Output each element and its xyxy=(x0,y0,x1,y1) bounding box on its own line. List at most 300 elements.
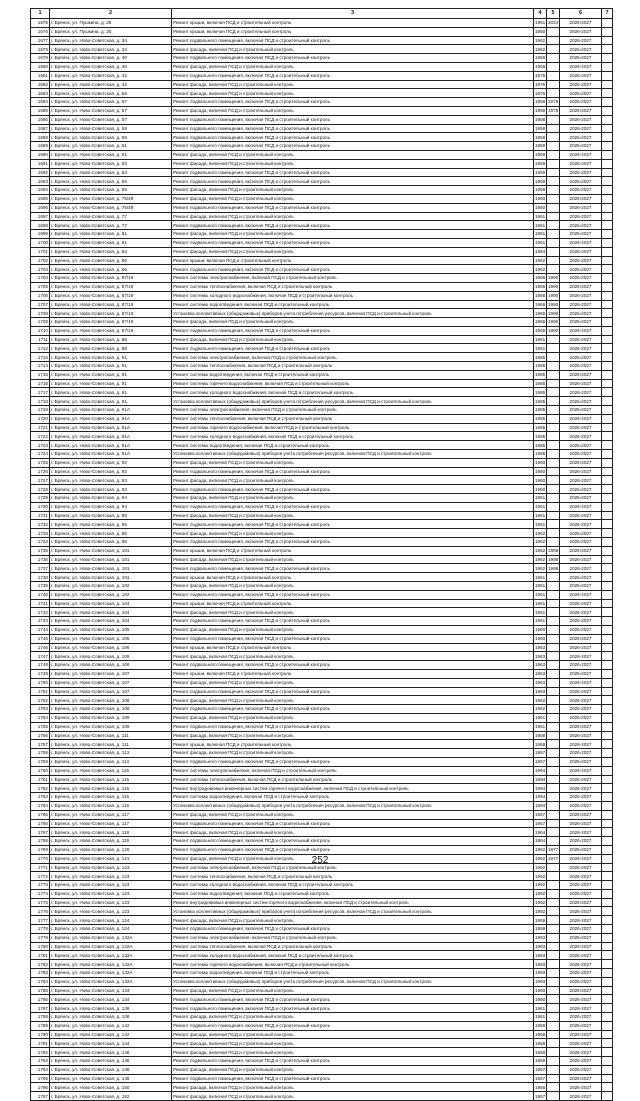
planned-period-cell: 2026-2027 xyxy=(560,757,602,766)
year-built-cell: 1992 xyxy=(535,882,546,888)
year-built-cell: 1960 xyxy=(535,477,546,483)
year-built-cell: 1963 xyxy=(535,671,546,677)
planned-period-cell: 2026-2027 xyxy=(560,142,602,151)
year-reconstructed-cell xyxy=(547,590,560,599)
work-type-cell: Ремонт системы электроснабжения, включая ПСД и строительный контроль xyxy=(172,863,534,872)
year-built-cell: 1951 xyxy=(535,20,546,26)
year-built-cell: 1960 xyxy=(535,196,546,202)
table-row xyxy=(31,749,613,758)
address-cell: г. Брянск, ул. Ново-Советская, д. 113 xyxy=(50,757,172,766)
note-cell xyxy=(602,247,613,256)
planned-period-cell: 2026-2027 xyxy=(560,467,602,476)
table-row xyxy=(31,54,613,63)
year-reconstructed-cell xyxy=(547,801,560,810)
planned-period-cell: 2026-2027 xyxy=(560,573,602,582)
year-built-cell: 1958 xyxy=(535,1023,546,1029)
planned-period-cell: 2026-2027 xyxy=(560,977,602,986)
work-type-cell: Ремонт подвального помещения, включая ПСД и строительный контроль xyxy=(172,36,534,45)
work-type-cell: Ремонт подвального помещения, включая ПСД и строительный контроль xyxy=(172,203,534,212)
table-row xyxy=(31,98,613,107)
year-reconstructed-cell: 1990 xyxy=(548,275,559,281)
note-cell xyxy=(602,80,613,89)
table-row xyxy=(31,617,613,626)
note-cell xyxy=(602,810,613,819)
table-row xyxy=(31,238,613,247)
note-cell xyxy=(602,1074,613,1083)
table-row xyxy=(31,150,613,159)
year-reconstructed-cell: 1998 xyxy=(548,556,559,562)
note-cell xyxy=(602,845,613,854)
planned-period-cell: 2026-2027 xyxy=(560,45,602,54)
row-number: 1749 xyxy=(31,669,50,678)
address-cell: г. Брянск, ул. Ново-Советская, д. 42 xyxy=(50,71,172,80)
planned-period-cell: 2026-2027 xyxy=(560,221,602,230)
table-row xyxy=(31,80,613,89)
note-cell xyxy=(602,775,613,784)
year-reconstructed-cell xyxy=(547,80,560,89)
year-reconstructed-cell xyxy=(547,194,560,203)
year-built-cell: 1964 xyxy=(535,249,546,255)
planned-period-cell: 2026-2027 xyxy=(560,458,602,467)
table-row xyxy=(31,397,613,406)
planned-period-cell: 2026-2027 xyxy=(560,309,602,318)
note-cell xyxy=(602,1039,613,1048)
row-number: 1782 xyxy=(31,960,50,969)
planned-period-cell: 2026-2027 xyxy=(560,168,602,177)
address-cell: г. Брянск, ул. Ново-Советская, д. 96 xyxy=(50,529,172,538)
table-row xyxy=(31,555,613,564)
header-col-6: 6 xyxy=(560,9,602,19)
work-type-cell: Ремонт подвального помещения, включая ПСД и строительный контроль xyxy=(172,617,534,626)
note-cell xyxy=(602,669,613,678)
table-row xyxy=(31,969,613,978)
table-row xyxy=(31,687,613,696)
year-built-cell: 1961 xyxy=(535,1014,546,1020)
year-reconstructed-cell xyxy=(547,1057,560,1066)
note-cell xyxy=(602,942,613,951)
year-reconstructed-cell xyxy=(547,353,560,362)
row-number: 1699 xyxy=(31,230,50,239)
note-cell xyxy=(602,19,613,28)
planned-period-cell: 2026-2027 xyxy=(560,661,602,670)
planned-period-cell: 2026-2027 xyxy=(560,423,602,432)
year-built-cell: 1993 xyxy=(535,935,546,941)
planned-period-cell: 2026-2027 xyxy=(560,889,602,898)
year-reconstructed-cell xyxy=(547,45,560,54)
address-cell: г. Брянск, ул. Ново-Советская, д. 91 xyxy=(50,370,172,379)
year-built-cell: 1966 xyxy=(535,275,546,281)
address-cell: г. Брянск, ул. Ново-Советская, д. 91 xyxy=(50,388,172,397)
table-row xyxy=(31,907,613,916)
row-number: 1686 xyxy=(31,115,50,124)
year-reconstructed-cell xyxy=(547,133,560,142)
year-reconstructed-cell xyxy=(547,617,560,626)
year-built-cell: 1961 xyxy=(535,1005,546,1011)
year-built-cell: 1958 xyxy=(535,99,546,105)
address-cell: г. Брянск, ул. Ново-Советская, д. 117 xyxy=(50,819,172,828)
planned-period-cell: 2026-2027 xyxy=(560,511,602,520)
year-reconstructed-cell xyxy=(547,1083,560,1092)
address-cell: г. Брянск, ул. Ново-Советская, д. 84 xyxy=(50,247,172,256)
table-row xyxy=(31,872,613,881)
year-reconstructed-cell xyxy=(547,713,560,722)
address-cell: г. Брянск, ул. Ново-Советская, д. 65 xyxy=(50,177,172,186)
address-cell: г. Брянск, ул. Ново-Советская, д. 134 xyxy=(50,986,172,995)
year-built-cell: 1960 xyxy=(535,468,546,474)
note-cell xyxy=(602,687,613,696)
planned-period-cell: 2026-2027 xyxy=(560,36,602,45)
row-number: 1684 xyxy=(31,98,50,107)
planned-period-cell: 2026-2027 xyxy=(560,353,602,362)
year-reconstructed-cell xyxy=(547,687,560,696)
year-reconstructed-cell xyxy=(547,634,560,643)
work-type-cell: Ремонт подвального помещения, включая ПСД и строительный контроль xyxy=(172,124,534,133)
year-built-cell: 1962 xyxy=(535,706,546,712)
address-cell: г. Брянск, ул. Ново-Советская, д. 91А xyxy=(50,414,172,423)
planned-period-cell: 2026-2027 xyxy=(560,916,602,925)
planned-period-cell: 2026-2027 xyxy=(560,291,602,300)
year-reconstructed-cell xyxy=(547,54,560,63)
work-type-cell: Ремонт подвального помещения, включая ПСД и строительный контроль xyxy=(172,661,534,670)
planned-period-cell: 2026-2027 xyxy=(560,370,602,379)
work-type-cell: Ремонт фасада, включая ПСД и строительный контроль xyxy=(172,159,534,168)
year-built-cell: 1957 xyxy=(535,820,546,826)
address-cell: г. Брянск, ул. Ново-Советская, д. 152 xyxy=(50,1092,172,1101)
year-reconstructed-cell xyxy=(547,986,560,995)
year-reconstructed-cell xyxy=(547,784,560,793)
year-reconstructed-cell xyxy=(547,388,560,397)
note-cell xyxy=(602,326,613,335)
work-type-cell: Ремонт подвального помещения, включая ПСД и строительный контроль xyxy=(172,705,534,714)
table-row xyxy=(31,106,613,115)
row-number: 1779 xyxy=(31,933,50,942)
year-built-cell: 1960 xyxy=(535,205,546,211)
note-cell xyxy=(602,362,613,371)
table-row xyxy=(31,344,613,353)
row-number: 1791 xyxy=(31,1039,50,1048)
row-number: 1693 xyxy=(31,177,50,186)
year-built-cell: 1962 xyxy=(535,556,546,562)
year-built-cell: 1985 xyxy=(535,363,546,369)
year-reconstructed-cell xyxy=(547,221,560,230)
note-cell xyxy=(602,784,613,793)
table-row xyxy=(31,1004,613,1013)
header-col-5: 5 xyxy=(547,9,560,19)
work-type-cell: Ремонт системы горячего водоснабжения, включая ПСД и строительный контроль xyxy=(172,423,534,432)
note-cell xyxy=(602,916,613,925)
table-row xyxy=(31,19,613,28)
year-built-cell: 1958 xyxy=(535,741,546,747)
table-row xyxy=(31,247,613,256)
row-number: 1701 xyxy=(31,247,50,256)
address-cell: г. Брянск, ул. Ново-Советская, д. 91А xyxy=(50,423,172,432)
table-row xyxy=(31,388,613,397)
row-number: 1781 xyxy=(31,951,50,960)
planned-period-cell: 2026-2027 xyxy=(560,845,602,854)
year-reconstructed-cell xyxy=(547,247,560,256)
year-built-cell: 1960 xyxy=(535,486,546,492)
address-cell: г. Брянск, ул. Ново-Советская, д. 75/49 xyxy=(50,194,172,203)
row-number: 1711 xyxy=(31,335,50,344)
note-cell xyxy=(602,344,613,353)
note-cell xyxy=(602,45,613,54)
table-row xyxy=(31,441,613,450)
note-cell xyxy=(602,291,613,300)
planned-period-cell: 2026-2027 xyxy=(560,177,602,186)
address-cell: г. Брянск, ул. Ново-Советская, д. 87/19 xyxy=(50,326,172,335)
year-reconstructed-cell xyxy=(547,344,560,353)
address-cell: г. Брянск, ул. Ново-Советская, д. 91 xyxy=(50,353,172,362)
row-number: 1765 xyxy=(31,810,50,819)
year-reconstructed-cell xyxy=(547,256,560,265)
address-cell: г. Брянск, ул. Ново-Советская, д. 81 xyxy=(50,230,172,239)
note-cell xyxy=(602,397,613,406)
work-type-cell: Ремонт системы холодного водоснабжения, включая ПСД и строительный контроль xyxy=(172,951,534,960)
planned-period-cell: 2026-2027 xyxy=(560,599,602,608)
planned-period-cell: 2026-2027 xyxy=(560,1013,602,1022)
note-cell xyxy=(602,265,613,274)
planned-period-cell: 2026-2027 xyxy=(560,722,602,731)
planned-period-cell: 2026-2027 xyxy=(560,881,602,890)
table-row xyxy=(31,810,613,819)
planned-period-cell: 2026-2027 xyxy=(560,238,602,247)
table-row xyxy=(31,406,613,415)
planned-period-cell: 2026-2027 xyxy=(560,230,602,239)
planned-period-cell: 2026-2027 xyxy=(560,634,602,643)
work-type-cell: Установка коллективных (общедомовых) приборов учета потребления ресурсов, включая ПСД и строительный контроль xyxy=(172,397,534,406)
planned-period-cell: 2026-2027 xyxy=(560,766,602,775)
planned-period-cell: 2026-2027 xyxy=(560,256,602,265)
planned-period-cell: 2026-2027 xyxy=(560,837,602,846)
work-type-cell: Установка коллективных (общедомовых) приборов учета потребления ресурсов, включая ПСД и строительный контроль xyxy=(172,450,534,459)
note-cell xyxy=(602,969,613,978)
year-built-cell: 1957 xyxy=(535,812,546,818)
address-cell: г. Брянск, ул. Ново-Советская, д. 109 xyxy=(50,713,172,722)
note-cell xyxy=(602,898,613,907)
work-type-cell: Ремонт крыши, включая ПСД и строительный контроль xyxy=(172,599,534,608)
address-cell: г. Брянск, ул. Ново-Советская, д. 107 xyxy=(50,687,172,696)
table-row xyxy=(31,494,613,503)
year-reconstructed-cell xyxy=(547,467,560,476)
work-type-cell: Ремонт фасада, включая ПСД и строительный контроль xyxy=(172,150,534,159)
row-number: 1677 xyxy=(31,36,50,45)
planned-period-cell: 2026-2027 xyxy=(560,969,602,978)
planned-period-cell: 2026-2027 xyxy=(560,854,602,863)
note-cell xyxy=(602,872,613,881)
header-col-7: 7 xyxy=(602,9,613,19)
work-type-cell: Ремонт фасада, включая ПСД и строительный контроль xyxy=(172,80,534,89)
year-built-cell: 1958 xyxy=(535,64,546,70)
table-row xyxy=(31,942,613,951)
work-type-cell: Ремонт системы электроснабжения, включая ПСД и строительный контроль xyxy=(172,933,534,942)
planned-period-cell: 2026-2027 xyxy=(560,1048,602,1057)
address-cell: г. Брянск, ул. Ново-Советская, д. 86 xyxy=(50,256,172,265)
table-row xyxy=(31,801,613,810)
planned-period-cell: 2026-2027 xyxy=(560,274,602,283)
address-cell: г. Брянск, ул. Ново-Советская, д. 104 xyxy=(50,599,172,608)
work-type-cell: Ремонт фасада, включая ПСД и строительный контроль xyxy=(172,1048,534,1057)
planned-period-cell: 2026-2027 xyxy=(560,1083,602,1092)
year-reconstructed-cell: 1977 xyxy=(548,856,559,861)
work-type-cell: Ремонт крыши, включая ПСД и строительный контроль xyxy=(172,546,534,555)
year-built-cell: 1962 xyxy=(535,697,546,703)
year-built-cell: 1992 xyxy=(535,899,546,905)
address-cell: г. Брянск, ул. Ново-Советская, д. 101 xyxy=(50,564,172,573)
planned-period-cell: 2026-2027 xyxy=(560,344,602,353)
header-col-1: 1 xyxy=(31,9,50,19)
table-row xyxy=(31,230,613,239)
address-cell: г. Брянск, ул. Ново-Советская, д. 105 xyxy=(50,625,172,634)
row-number: 1757 xyxy=(31,740,50,749)
work-type-cell: Ремонт фасада, включая ПСД и строительный контроль xyxy=(172,555,534,564)
year-built-cell: 1985 xyxy=(535,354,546,360)
row-number: 1740 xyxy=(31,590,50,599)
row-number: 1794 xyxy=(31,1065,50,1074)
year-built-cell: 1959 xyxy=(535,926,546,932)
year-built-cell: 1958 xyxy=(535,108,546,114)
row-number: 1730 xyxy=(31,502,50,511)
address-cell: г. Брянск, ул. Ново-Советская, д. 136 xyxy=(50,1013,172,1022)
row-number: 1695 xyxy=(31,194,50,203)
work-type-cell: Ремонт системы водоотведения, включая ПСД и строительный контроль xyxy=(172,969,534,978)
work-type-cell: Ремонт подвального помещения, включая ПСД и строительный контроль xyxy=(172,590,534,599)
row-number: 1729 xyxy=(31,494,50,503)
work-type-cell: Ремонт фасада, включая ПСД и строительный контроль xyxy=(172,731,534,740)
address-cell: г. Брянск, ул. Ново-Советская, д. 65 xyxy=(50,186,172,195)
row-number: 1753 xyxy=(31,705,50,714)
year-built-cell: 1985 xyxy=(535,451,546,457)
note-cell xyxy=(602,1021,613,1030)
work-type-cell: Ремонт фасада, включая ПСД и строительный контроль xyxy=(172,247,534,256)
year-reconstructed-cell xyxy=(547,722,560,731)
year-built-cell: 1957 xyxy=(535,1067,546,1073)
note-cell xyxy=(602,203,613,212)
table-row xyxy=(31,133,613,142)
planned-period-cell: 2026-2027 xyxy=(560,652,602,661)
year-built-cell: 1957 xyxy=(535,1093,546,1099)
note-cell xyxy=(602,388,613,397)
year-reconstructed-cell xyxy=(547,573,560,582)
work-type-cell: Ремонт системы горячего водоснабжения, включая ПСД и строительный контроль xyxy=(172,960,534,969)
address-cell: г. Брянск, ул. Ново-Советская, д. 107 xyxy=(50,669,172,678)
year-built-cell: 1952 xyxy=(535,856,546,861)
planned-period-cell: 2026-2027 xyxy=(560,986,602,995)
row-number: 1745 xyxy=(31,634,50,643)
year-built-cell: 1959 xyxy=(535,134,546,140)
row-number: 1703 xyxy=(31,265,50,274)
address-cell: г. Брянск, ул. Ново-Советская, д. 123 xyxy=(50,907,172,916)
table-row xyxy=(31,115,613,124)
year-reconstructed-cell xyxy=(547,1004,560,1013)
table-row xyxy=(31,1057,613,1066)
year-built-cell: 1958 xyxy=(535,1031,546,1037)
work-type-cell: Ремонт подвального помещения, включая ПСД и строительный контроль xyxy=(172,722,534,731)
year-built-cell: 1963 xyxy=(535,688,546,694)
year-built-cell: 1961 xyxy=(535,600,546,606)
year-reconstructed-cell xyxy=(547,810,560,819)
note-cell xyxy=(602,186,613,195)
row-number: 1679 xyxy=(31,54,50,63)
year-built-cell: 1966 xyxy=(535,284,546,290)
table-row xyxy=(31,423,613,432)
work-type-cell: Ремонт подвального помещения, включая ПСД и строительный контроль xyxy=(172,1004,534,1013)
year-built-cell: 1961 xyxy=(535,592,546,598)
row-number: 1774 xyxy=(31,889,50,898)
address-cell: г. Брянск, ул. Ново-Советская, д. 115 xyxy=(50,801,172,810)
row-number: 1752 xyxy=(31,696,50,705)
work-type-cell: Ремонт подвального помещения, включая ПСД и строительный контроль xyxy=(172,845,534,854)
year-reconstructed-cell xyxy=(547,837,560,846)
year-built-cell: 1959 xyxy=(535,152,546,158)
year-built-cell: 1962 xyxy=(535,539,546,545)
address-cell: г. Брянск, ул. Ново-Советская, д. 123 xyxy=(50,863,172,872)
note-cell xyxy=(602,432,613,441)
work-type-cell: Ремонт подвального помещения, включая ПСД и строительный контроль xyxy=(172,520,534,529)
note-cell xyxy=(602,98,613,107)
year-built-cell: 1985 xyxy=(535,442,546,448)
year-reconstructed-cell xyxy=(547,766,560,775)
table-row xyxy=(31,1013,613,1022)
row-number: 1748 xyxy=(31,661,50,670)
work-type-cell: Ремонт фасада, включая ПСД и строительный контроль xyxy=(172,62,534,71)
planned-period-cell: 2026-2027 xyxy=(560,115,602,124)
work-type-cell: Ремонт системы теплоснабжения, включая ПСД и строительный контроль xyxy=(172,942,534,951)
row-number: 1690 xyxy=(31,150,50,159)
row-number: 1783 xyxy=(31,969,50,978)
note-cell xyxy=(602,450,613,459)
year-reconstructed-cell xyxy=(547,599,560,608)
address-cell: г. Брянск, ул. Ново-Советская, д. 109 xyxy=(50,722,172,731)
year-built-cell: 1993 xyxy=(535,979,546,985)
row-number: 1685 xyxy=(31,106,50,115)
planned-period-cell: 2026-2027 xyxy=(560,247,602,256)
address-cell: г. Брянск, ул. Ново-Советская, д. 148 xyxy=(50,1074,172,1083)
address-cell: г. Брянск, ул. Ново-Советская, д. 146 xyxy=(50,1057,172,1066)
address-cell: г. Брянск, ул. Ново-Советская, д. 91 xyxy=(50,397,172,406)
table-row xyxy=(31,766,613,775)
row-number: 1687 xyxy=(31,124,50,133)
year-reconstructed-cell xyxy=(547,485,560,494)
year-built-cell: 1961 xyxy=(535,609,546,615)
year-reconstructed-cell xyxy=(547,423,560,432)
work-type-cell: Ремонт фасада, включая ПСД и строительный контроль xyxy=(172,986,534,995)
planned-period-cell: 2026-2027 xyxy=(560,951,602,960)
year-built-cell: 1959 xyxy=(535,143,546,149)
table-row xyxy=(31,634,613,643)
work-type-cell: Ремонт фасада, включая ПСД и строительный контроль xyxy=(172,511,534,520)
row-number: 1676 xyxy=(31,27,50,36)
planned-period-cell: 2026-2027 xyxy=(560,265,602,274)
row-number: 1776 xyxy=(31,907,50,916)
row-number: 1714 xyxy=(31,362,50,371)
work-type-cell: Ремонт системы электроснабжения, включая ПСД и строительный контроль xyxy=(172,406,534,415)
table-row xyxy=(31,529,613,538)
row-number: 1737 xyxy=(31,564,50,573)
note-cell xyxy=(602,625,613,634)
planned-period-cell: 2026-2027 xyxy=(560,432,602,441)
table-row xyxy=(31,1048,613,1057)
year-built-cell: 1959 xyxy=(535,917,546,923)
year-built-cell: 1962 xyxy=(535,266,546,272)
note-cell xyxy=(602,722,613,731)
work-type-cell: Ремонт подвального помещения, включая ПСД и строительный контроль xyxy=(172,133,534,142)
work-type-cell: Ремонт подвального помещения, включая ПСД и строительный контроль xyxy=(172,485,534,494)
planned-period-cell: 2026-2027 xyxy=(560,546,602,555)
note-cell xyxy=(602,520,613,529)
address-cell: г. Брянск, ул. Ново-Советская, д. 111 xyxy=(50,731,172,740)
year-built-cell: 1961 xyxy=(535,495,546,501)
year-reconstructed-cell xyxy=(547,933,560,942)
